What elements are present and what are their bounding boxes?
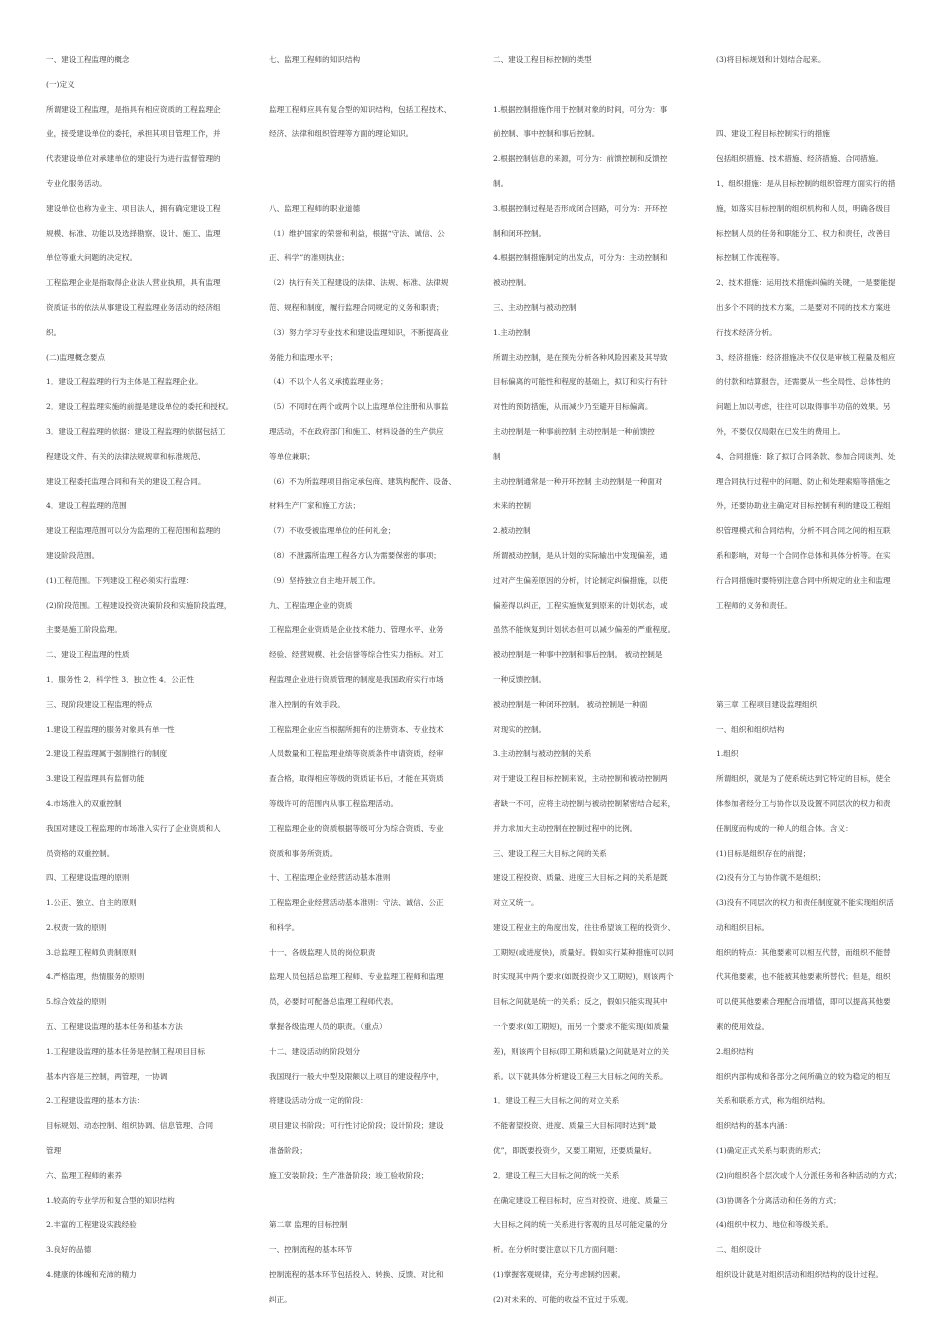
text-line: 1.公正、独立、自主的原则 (46, 898, 137, 908)
text-line: (1)工程范围。下列建设工程必须实行监理： (46, 575, 194, 585)
text-line: （3）努力学习专业技术和建设监理知识，不断提高业 (269, 327, 449, 337)
text-line: 资质证书的依法从事建设工程监理业务活动的经济组 (46, 302, 221, 312)
text-line: 差)，则该两个目标(即工期和质量)之间就是对立的关 (493, 1046, 669, 1056)
text-line: 对于建设工程目标控制来说，主动控制和被动控制两 (493, 774, 668, 784)
text-line: 2.建设工程监理属于强制推行的制度 (46, 749, 168, 759)
text-line (716, 668, 910, 693)
text-line: 一种反馈控制。 (493, 674, 547, 684)
text-line: 行合同措施时要特别注意合同中所规定的业主和监理 (716, 575, 891, 585)
text-line: 外，不要仅仅局限在已发生的费用上。 (716, 426, 846, 436)
text-line: 素的使用效益。 (716, 1022, 770, 1032)
text-line: (一)定义 (46, 79, 75, 89)
text-line: 3.良好的品德 (46, 1245, 92, 1255)
text-line: 工程监理企业资质是企业技术能力、管理水平、业务 (269, 625, 444, 635)
text-line: （5）不同时在两个或两个以上监理单位注册和从事监 (269, 402, 449, 412)
text-line: 建设工程委托监理合同和有关的建设工程合同。 (46, 476, 206, 486)
text-line: 七、监理工程师的知识结构 (269, 55, 361, 64)
text-line: (2)对未来的、可能的收益不宜过于乐观。 (493, 1294, 633, 1304)
text-line: 施工安装阶段；生产准备阶段；竣工验收阶段； (269, 1170, 429, 1180)
text-line: (2)阶段范围。工程建设投资决策阶段和实施阶段监理， (46, 600, 232, 610)
text-line: 项目建议书阶段；可行性讨论阶段；设计阶段；建设 (269, 1121, 444, 1131)
text-line: 纠正。 (269, 1294, 292, 1304)
text-line: 十、工程监理企业经营活动基本准则 (269, 873, 391, 883)
text-line: 经济、法律和组织管理等方面的理论知识。 (269, 129, 414, 139)
text-line: 2．建设工程三大目标之间的统一关系 (493, 1170, 620, 1180)
text-line: 系。以下就具体分析建设工程三大目标之间的关系。 (493, 1071, 668, 1081)
text-line: 控制流程的基本环节包括投入、转换、反馈、对比和 (269, 1270, 444, 1280)
text-line: 建设工程投资、质量、进度三大目标之间的关系是既 (493, 873, 668, 883)
text-line: 1.根据控制措施作用于控制对象的时间，可分为：事 (493, 104, 668, 114)
text-line: 问题上加以考虑，往往可以取得事半功倍的效果。另 (716, 402, 891, 412)
text-line: 制和闭环控制。 (493, 228, 547, 238)
text-line: 主动控制是一种事前控制 主动控制是一种前馈控 (493, 426, 655, 436)
text-line: 将建设活动分成一定的阶段： (269, 1096, 368, 1106)
text-line: 4.严格监理，热情服务的原则 (46, 972, 145, 982)
text-line: 2.根据控制信息的来源，可分为：前馈控制和反馈控 (493, 154, 668, 164)
text-line: 未来的控制 (493, 501, 531, 511)
text-line: 1.较高的专业学历和复合型的知识结构 (46, 1195, 175, 1205)
text-line (269, 172, 471, 197)
text-line: 员资格的双重控制。 (46, 848, 115, 858)
text-line: (4)组织中权力、地位和等级关系。 (716, 1220, 834, 1230)
text-line: 组织设计就是对组织活动和组织结构的设计过程。 (716, 1270, 884, 1280)
text-line: 第三章 工程项目建设监理组织 (716, 699, 818, 709)
text-line: 包括组织措施、技术措施、经济措施、合同措施。 (716, 154, 884, 164)
text-column-1 (46, 48, 248, 1288)
text-line: 十一、各级监理人员的岗位职责 (269, 947, 376, 957)
text-line: 我国现行一般大中型及限额以上项目的建设程序中， (269, 1071, 444, 1081)
text-line: 代表建设单位对承建单位的建设行为进行监督管理的 (46, 154, 221, 164)
text-line: (1)确定正式关系与职责的形式； (716, 1146, 826, 1156)
text-line: 目标规划、动态控制、组织协调、信息管理、合同 (46, 1121, 214, 1131)
text-line: 组织内部构成和各部分之间所确立的较为稳定的相互 (716, 1071, 891, 1081)
text-line: 二、建设工程监理的性质 (46, 650, 130, 660)
text-line: 动和组织目标。 (716, 922, 770, 932)
text-line: 等单位兼职； (269, 451, 315, 461)
text-line: 工程监理企业经营活动基本准则：守法、诚信、公正 (269, 898, 444, 908)
text-line: 过对产生偏差原因的分析，讨论制定纠偏措施，以使 (493, 575, 668, 585)
text-line: 并力求加大主动控制在控制过程中的比例。 (493, 823, 638, 833)
text-line: 程建设文件、有关的法律法规规章和标准规范、 (46, 451, 206, 461)
text-line: 织管理模式和合同结构，分析不同合同之间的相互联 (716, 526, 891, 536)
text-line: 对性的预防措施，从而减少乃至避开目标偏离。 (493, 402, 653, 412)
text-line: 工期短(或进度快)，质量好。假如实行某种措施可以同 (493, 947, 674, 957)
text-line: (3)将目标规划和计划结合起来。 (716, 55, 826, 64)
text-line (716, 618, 910, 643)
text-line: 工程师的义务和责任。 (716, 600, 792, 610)
text-line: 对现实的控制。 (493, 724, 547, 734)
text-line: (二)监理概念要点 (46, 352, 106, 362)
text-line: 等级许可的范围内从事工程监理活动。 (269, 798, 399, 808)
text-line: 前控制、事中控制和事后控制。 (493, 129, 600, 139)
text-line: (3)没有不同层次的权力和责任制度就不能实现组织活 (716, 898, 894, 908)
text-line: 员，必要时可配备总监理工程师代表。 (269, 997, 399, 1007)
text-line: 1.主动控制 (493, 327, 531, 337)
text-line: 偏差得以纠正，工程实施恢复到原来的计划状态，或 (493, 600, 668, 610)
text-line (269, 73, 471, 98)
text-line: 一、控制流程的基本环节 (269, 1245, 353, 1255)
text-line: 一、组织和组织结构 (716, 724, 785, 734)
text-line: （1）维护国家的荣誉和利益，根据“守法、诚信、公 (269, 228, 445, 238)
text-line: 大目标之间的统一关系进行客观的且尽可能定量的分 (493, 1220, 668, 1230)
text-line: 者缺一不可，应将主动控制与被动控制紧密结合起来， (493, 798, 676, 808)
text-line: 制 (493, 451, 501, 461)
text-line: 2．建设工程监理实施的前提是建设单位的委托和授权。 (46, 402, 234, 412)
text-line: 工程监理企业是指取得企业法人营业执照，具有监理 (46, 278, 221, 288)
text-line (716, 98, 910, 123)
text-line: （6）不为所监理项目指定承包商、建筑构配件、设备、 (269, 476, 457, 486)
text-column-4 (716, 48, 910, 1288)
text-line: 二、建设工程目标控制的类型 (493, 55, 592, 64)
text-line: 我国对建设工程监理的市场准入实行了企业资质和人 (46, 823, 221, 833)
text-line: 3.主动控制与被动控制的关系 (493, 749, 592, 759)
text-line: 业，接受建设单位的委托，承担其项目管理工作，并 (46, 129, 221, 139)
text-line: 优”，即既要投资少，又要工期短，还要质量好。 (493, 1146, 657, 1156)
text-line: 制。 (493, 178, 509, 188)
text-line: 体参加者经分工与协作以及设置不同层次的权力和责 (716, 798, 891, 808)
text-line: 目标偏离的可能性和程度的基础上，拟订和实行有针 (493, 377, 668, 387)
text-line: 九、工程监理企业的资质 (269, 600, 353, 610)
text-line: 理活动，不在政府部门和施工、材料设备的生产供应 (269, 426, 444, 436)
text-line: 六、监理工程师的素养 (46, 1170, 122, 1180)
text-column-3 (493, 48, 695, 1313)
text-line: 3、经济措施：经济措施决不仅仅是审核工程量及相应 (716, 352, 896, 362)
text-line: 一个要求(如工期短)，而另一个要求不能实现(如质量 (493, 1022, 669, 1032)
text-line: 务能力和监理水平； (269, 352, 338, 362)
text-line: 施，如落实目标控制的组织机构和人员，明确各级目 (716, 203, 891, 213)
text-line: 3.建设工程监理具有监督功能 (46, 774, 145, 784)
text-line: 虽然不能恢复到计划状态但可以减少偏差的严重程度。 (493, 625, 676, 635)
text-line: 代其他要素，也不能被其他要素所替代；但是，组织 (716, 972, 891, 982)
text-line: 监理人员包括总监理工程师、专业监理工程师和监理 (269, 972, 444, 982)
text-line: 出多个不同的技术方案，二是要对不同的技术方案进 (716, 302, 891, 312)
text-line: 四、工程建设监理的原则 (46, 873, 130, 883)
text-line: 3.总监理工程师负责制原则 (46, 947, 137, 957)
text-line: 1.组织 (716, 749, 739, 759)
text-line: 1．服务性 2．科学性 3．独立性 4．公正性 (46, 674, 195, 684)
text-line: 的付款和结算报告，还需要从一些全局性、总体性的 (716, 377, 891, 387)
text-line: 析。在分析时要注意以下几方面问题： (493, 1245, 623, 1255)
text-line: 一、建设工程监理的概念 (46, 55, 130, 64)
text-line: (1)掌握客观规律，充分考虑制约因素。 (493, 1270, 626, 1280)
text-line: 2.被动控制 (493, 526, 531, 536)
text-line (493, 73, 695, 98)
text-line: 所谓建设工程监理，是指具有相应资质的工程监理企 (46, 104, 221, 114)
text-line: 组织的特点：其他要素可以相互代替，而组织不能替 (716, 947, 891, 957)
text-line: 4．建设工程监理的范围 (46, 501, 127, 511)
text-line: 目标之间就是统一的关系；反之，假如只能实现其中 (493, 997, 668, 1007)
text-line (269, 147, 471, 172)
text-line: （2）执行有关工程建设的法律、法规、标准、法律规 (269, 278, 449, 288)
text-line: 工程监理企业应当根据所拥有的注册资本、专业技术 (269, 724, 444, 734)
text-line: 3.根据控制过程是否形成闭合回路，可分为：开环控 (493, 203, 668, 213)
text-line: 2.权责一致的原则 (46, 922, 107, 932)
text-line: (2)没有分工与协作就不是组织； (716, 873, 826, 883)
text-line: 4.市场准入的双重控制 (46, 798, 122, 808)
text-line: 所谓被动控制，是从计划的实际输出中发现偏差，通 (493, 550, 668, 560)
text-line: （4）不以个人名义承揽监理业务； (269, 377, 388, 387)
text-line: 主要是施工阶段监理。 (46, 625, 122, 635)
text-line: 人员数量和工程监理业绩等资质条件申请资质，经审 (269, 749, 444, 759)
text-line: 材料生产厂家和施工方法； (269, 501, 361, 511)
text-line: 单位等重大问题的决定权。 (46, 253, 138, 263)
text-line: 组织结构的基本内涵： (716, 1121, 792, 1131)
text-line: (3)协调各个分离活动和任务的方式； (716, 1195, 841, 1205)
text-line: 关系和联系方式，称为组织结构。 (716, 1096, 830, 1106)
text-line: 系和影响，对每一个合同作总体和具体分析等。在实 (716, 550, 891, 560)
text-line: 标控制工作流程等。 (716, 253, 785, 263)
text-line: 八、监理工程师的职业道德 (269, 203, 361, 213)
text-line: 行技术经济分析。 (716, 327, 777, 337)
text-line: 准入控制的有效手段。 (269, 699, 345, 709)
text-line: (1)目标是组织存在的前提； (716, 848, 811, 858)
text-line: 管理 (46, 1146, 62, 1156)
text-line: 准备阶段； (269, 1146, 307, 1156)
text-line: 经验、经营规模、社会信誉等综合性实力指标。对工 (269, 650, 444, 660)
text-line (716, 643, 910, 668)
text-line: 主动控制通常是一种开环控制 主动控制是一种面对 (493, 476, 663, 486)
text-line: 可以使其他要素合理配合而增值，即可以提高其他要 (716, 997, 891, 1007)
text-line (716, 73, 910, 98)
text-line: 十二、建设活动的阶段划分 (269, 1046, 361, 1056)
text-line: 建设工程业主的角度出发，往往希望该工程的投资少、 (493, 922, 676, 932)
text-line: 理合同执行过程中的问题、防止和处理索赔等措施之 (716, 476, 891, 486)
text-line: 建设单位也称为业主、项目法人，拥有确定建设工程 (46, 203, 221, 213)
text-line: 掌握各级监理人员的职责。（重点） (269, 1022, 387, 1032)
text-line: (2)向组织各个层次或个人分派任务和各种活动的方式； (716, 1170, 902, 1180)
text-line: 4.健康的体魄和充沛的精力 (46, 1270, 137, 1280)
text-line (269, 1189, 471, 1214)
text-line: 三、主动控制与被动控制 (493, 302, 577, 312)
text-line: 被动控制是一种闭环控制。 被动控制是一种面 (493, 699, 648, 709)
text-line: 织。 (46, 327, 62, 337)
text-line: 建设阶段范围。 (46, 550, 100, 560)
text-line: 2.工程建设监理的基本方法： (46, 1096, 145, 1106)
text-line: 1.建设工程监理的服务对象具有单一性 (46, 724, 175, 734)
text-line: 范、规程和制度，履行监理合同规定的义务和职责； (269, 302, 444, 312)
text-column-2 (269, 48, 471, 1313)
text-line: 时实现其中两个要求(如既投资少又工期短)，则该两个 (493, 972, 674, 982)
text-line: （9）坚持独立自主地开展工作。 (269, 575, 381, 585)
text-line: 4.根据控制措施制定的出发点，可分为：主动控制和 (493, 253, 668, 263)
text-line: 建设工程监理范围可以分为监理的工程范围和监理的 (46, 526, 221, 536)
text-line: 所谓组织，就是为了使系统达到它特定的目标，使全 (716, 774, 891, 784)
text-line: 在确定建设工程目标时，应当对投资、进度、质量三 (493, 1195, 668, 1205)
text-line: 4、合同措施：除了拟订合同条款、参加合同谈判、处 (716, 451, 896, 461)
text-line: 1.工程建设监理的基本任务是控制工程项目目标 (46, 1046, 206, 1056)
text-line: 规模、标准、功能以及选择勘察、设计、施工、监理 (46, 228, 221, 238)
text-line: 标控制人员的任务和职能分工、权力和责任，改善目 (716, 228, 891, 238)
text-line: 查合格，取得相应等级的资质证书后，才能在其资质 (269, 774, 444, 784)
text-line: 1．建设工程三大目标之间的对立关系 (493, 1096, 620, 1106)
text-line: 对立又统一。 (493, 898, 539, 908)
text-line: 5.综合效益的原则 (46, 997, 107, 1007)
text-line: 1．建设工程监理的行为主体是工程监理企业。 (46, 377, 203, 387)
text-line: 不能奢望投资、进度、质量三大目标同时达到“最 (493, 1121, 657, 1131)
text-line: 工程监理企业的资质根据等级可分为综合资质、专业 (269, 823, 444, 833)
text-line: 三、现阶段建设工程监理的特点 (46, 699, 153, 709)
text-line: 和科学。 (269, 922, 300, 932)
text-line: 专业化服务活动。 (46, 178, 107, 188)
text-line: 第二章 监理的目标控制 (269, 1220, 348, 1230)
text-line: 2.组织结构 (716, 1046, 754, 1056)
text-line: 外，还要协助业主确定对目标控制有利的建设工程组 (716, 501, 891, 511)
text-line: 被动控制是一种事中控制和事后控制。 被动控制是 (493, 650, 663, 660)
text-line: 二、组织设计 (716, 1245, 762, 1255)
text-line: 正、科学”的准则执业； (269, 253, 349, 263)
text-line: （7）不收受被监理单位的任何礼金； (269, 526, 396, 536)
text-line: 被动控制。 (493, 278, 531, 288)
text-line: 所谓主动控制，是在预先分析各种风险因素及其导致 (493, 352, 668, 362)
text-line: 程监理企业进行资质管理的制度是我国政府实行市场 (269, 674, 444, 684)
text-line: 任制度而构成的一种人的组合体。含义： (716, 823, 853, 833)
text-line: 2、技术措施：运用技术措施纠偏的关键，一是要能提 (716, 278, 896, 288)
text-line: 三、建设工程三大目标之间的关系 (493, 848, 607, 858)
text-line: 3．建设工程监理的依据：建设工程监理的依据包括工 (46, 426, 226, 436)
text-line: 基本内容是三控制，两管理，一协调 (46, 1071, 168, 1081)
text-line: 五、工程建设监理的基本任务和基本方法 (46, 1022, 183, 1032)
text-line: 1、组织措施：是从目标控制的组织管理方面实行的措 (716, 178, 896, 188)
text-line: （8）不泄露所监理工程各方认为需要保密的事项； (269, 550, 441, 560)
text-line: 监理工程师应具有复合型的知识结构，包括工程技术、 (269, 104, 452, 114)
text-line: 资质和事务所资质。 (269, 848, 338, 858)
text-line: 四、建设工程目标控制实行的措施 (716, 129, 830, 139)
text-line: 2.丰富的工程建设实践经验 (46, 1220, 137, 1230)
